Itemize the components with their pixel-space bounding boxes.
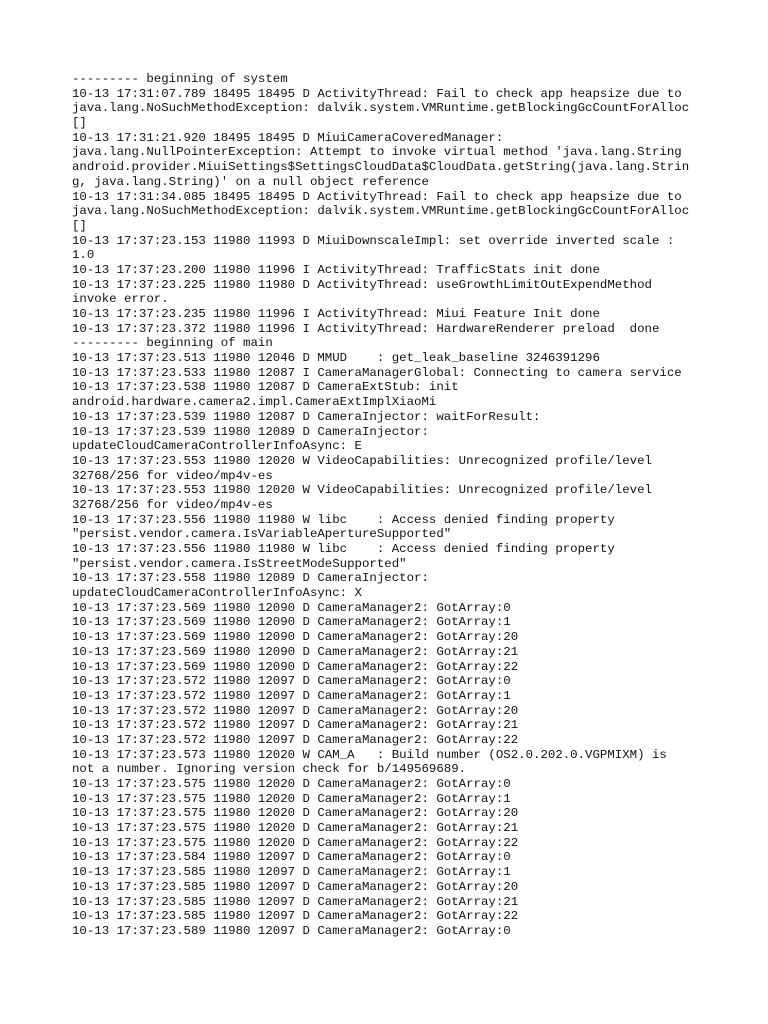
log-line: 10-13 17:37:23.575 11980 12020 D CameraManager2: GotArray:20: [72, 806, 519, 821]
log-line: 10-13 17:31:07.789 18495 18495 D ActivityThread: Fail to check app heapsize due to: [72, 86, 682, 101]
log-line: updateCloudCameraControllerInfoAsync: E: [72, 439, 362, 454]
log-line: --------- beginning of system: [72, 72, 288, 86]
log-line: 10-13 17:37:23.569 11980 12090 D CameraManager2: GotArray:22: [72, 659, 519, 674]
log-line: 10-13 17:37:23.553 11980 12020 W VideoCapabilities: Unrecognized profile/level: [72, 453, 652, 468]
log-line: 10-13 17:37:23.585 11980 12097 D CameraManager2: GotArray:20: [72, 879, 519, 894]
log-line: []: [72, 218, 87, 233]
log-line: 10-13 17:37:23.569 11980 12090 D CameraManager2: GotArray:20: [72, 630, 519, 645]
log-line: 10-13 17:37:23.225 11980 11980 D ActivityThread: useGrowthLimitOutExpendMethod: [72, 277, 652, 292]
log-line: 10-13 17:37:23.553 11980 12020 W VideoCapabilities: Unrecognized profile/level: [72, 483, 652, 498]
log-line: invoke error.: [72, 292, 169, 307]
log-line: java.lang.NoSuchMethodException: dalvik.system.VMRuntime.getBlockingGcCountForAlloc: [72, 101, 690, 116]
log-line: 10-13 17:37:23.575 11980 12020 D CameraManager2: GotArray:0: [72, 777, 511, 791]
log-line: 10-13 17:37:23.533 11980 12087 I CameraManagerGlobal: Connecting to camera service: [72, 365, 682, 380]
log-line: --------- beginning of main: [72, 336, 273, 351]
log-line: 10-13 17:37:23.575 11980 12020 D CameraManager2: GotArray:22: [72, 835, 519, 850]
log-line: 10-13 17:37:23.572 11980 12097 D CameraManager2: GotArray:22: [72, 732, 519, 747]
log-line: android.provider.MiuiSettings$SettingsCloudData$CloudData.getString(java.lang.Strin: [72, 160, 690, 175]
log-line: 10-13 17:37:23.372 11980 11996 I ActivityThread: HardwareRenderer preload done: [72, 321, 660, 336]
log-line: 10-13 17:37:23.539 11980 12087 D CameraInjector: waitForResult:: [72, 409, 541, 424]
log-line: 10-13 17:37:23.572 11980 12097 D CameraManager2: GotArray:20: [72, 703, 519, 718]
log-line: java.lang.NoSuchMethodException: dalvik.system.VMRuntime.getBlockingGcCountForAlloc: [72, 204, 690, 219]
log-line: 10-13 17:37:23.569 11980 12090 D CameraManager2: GotArray:0: [72, 600, 511, 615]
log-line: 10-13 17:37:23.572 11980 12097 D CameraManager2: GotArray:0: [72, 674, 511, 689]
log-line: g, java.lang.String)' on a null object reference: [72, 174, 429, 189]
log-line: java.lang.NullPointerException: Attempt to invoke virtual method 'java.lang.String: [72, 145, 682, 160]
log-line: 32768/256 for video/mp4v-es: [72, 497, 273, 512]
log-line: 10-13 17:37:23.584 11980 12097 D CameraManager2: GotArray:0: [72, 850, 511, 865]
log-line: 10-13 17:37:23.513 11980 12046 D MMUD : get_leak_baseline 3246391296: [72, 351, 600, 366]
log-line: 10-13 17:37:23.569 11980 12090 D CameraManager2: GotArray:21: [72, 644, 519, 659]
log-line: "persist.vendor.camera.IsStreetModeSupported": [72, 556, 407, 571]
log-line: 10-13 17:31:34.085 18495 18495 D ActivityThread: Fail to check app heapsize due to: [72, 189, 682, 204]
log-line: 10-13 17:37:23.575 11980 12020 D CameraManager2: GotArray:1: [72, 791, 511, 806]
log-line: 10-13 17:37:23.575 11980 12020 D CameraManager2: GotArray:21: [72, 821, 519, 836]
log-line: 10-13 17:37:23.589 11980 12097 D CameraManager2: GotArray:0: [72, 923, 511, 938]
log-line: 10-13 17:37:23.558 11980 12089 D CameraInjector:: [72, 571, 429, 586]
log-line: 10-13 17:37:23.585 11980 12097 D CameraManager2: GotArray:1: [72, 865, 511, 880]
log-line: 10-13 17:37:23.200 11980 11996 I ActivityThread: TrafficStats init done: [72, 262, 600, 277]
log-line: 10-13 17:37:23.573 11980 12020 W CAM_A : Build number (OS2.0.202.0.VGPMIXM) is: [72, 747, 667, 762]
log-line: updateCloudCameraControllerInfoAsync: X: [72, 586, 362, 601]
log-line: 10-13 17:37:23.556 11980 11980 W libc : Access denied finding property: [72, 542, 615, 556]
log-line: 32768/256 for video/mp4v-es: [72, 468, 273, 483]
log-line: 1.0: [72, 248, 95, 263]
log-line: 10-13 17:37:23.585 11980 12097 D CameraManager2: GotArray:21: [72, 894, 519, 909]
log-line: 10-13 17:37:23.569 11980 12090 D CameraManager2: GotArray:1: [72, 615, 511, 630]
log-line: 10-13 17:37:23.572 11980 12097 D CameraManager2: GotArray:1: [72, 688, 511, 703]
log-line: not a number. Ignoring version check for b/149569689.: [72, 762, 467, 777]
log-line: 10-13 17:37:23.585 11980 12097 D CameraManager2: GotArray:22: [72, 909, 519, 924]
log-line: 10-13 17:37:23.538 11980 12087 D CameraExtStub: init: [72, 380, 459, 395]
log-line: 10-13 17:37:23.556 11980 11980 W libc : Access denied finding property: [72, 512, 615, 527]
log-line: 10-13 17:37:23.539 11980 12089 D CameraInjector:: [72, 424, 429, 439]
log-line: 10-13 17:37:23.153 11980 11993 D MiuiDownscaleImpl: set override inverted scale :: [72, 233, 675, 248]
log-line: android.hardware.camera2.impl.CameraExtImplXiaoMi: [72, 395, 437, 410]
log-line: 10-13 17:37:23.572 11980 12097 D CameraManager2: GotArray:21: [72, 718, 519, 733]
log-line: []: [72, 116, 87, 131]
log-line: 10-13 17:31:21.920 18495 18495 D MiuiCameraCoveredManager:: [72, 130, 504, 145]
log-text: [72, 72, 698, 939]
log-line: "persist.vendor.camera.IsVariableApertureSupported": [72, 527, 452, 542]
log-line: 10-13 17:37:23.235 11980 11996 I ActivityThread: Miui Feature Init done: [72, 307, 600, 321]
